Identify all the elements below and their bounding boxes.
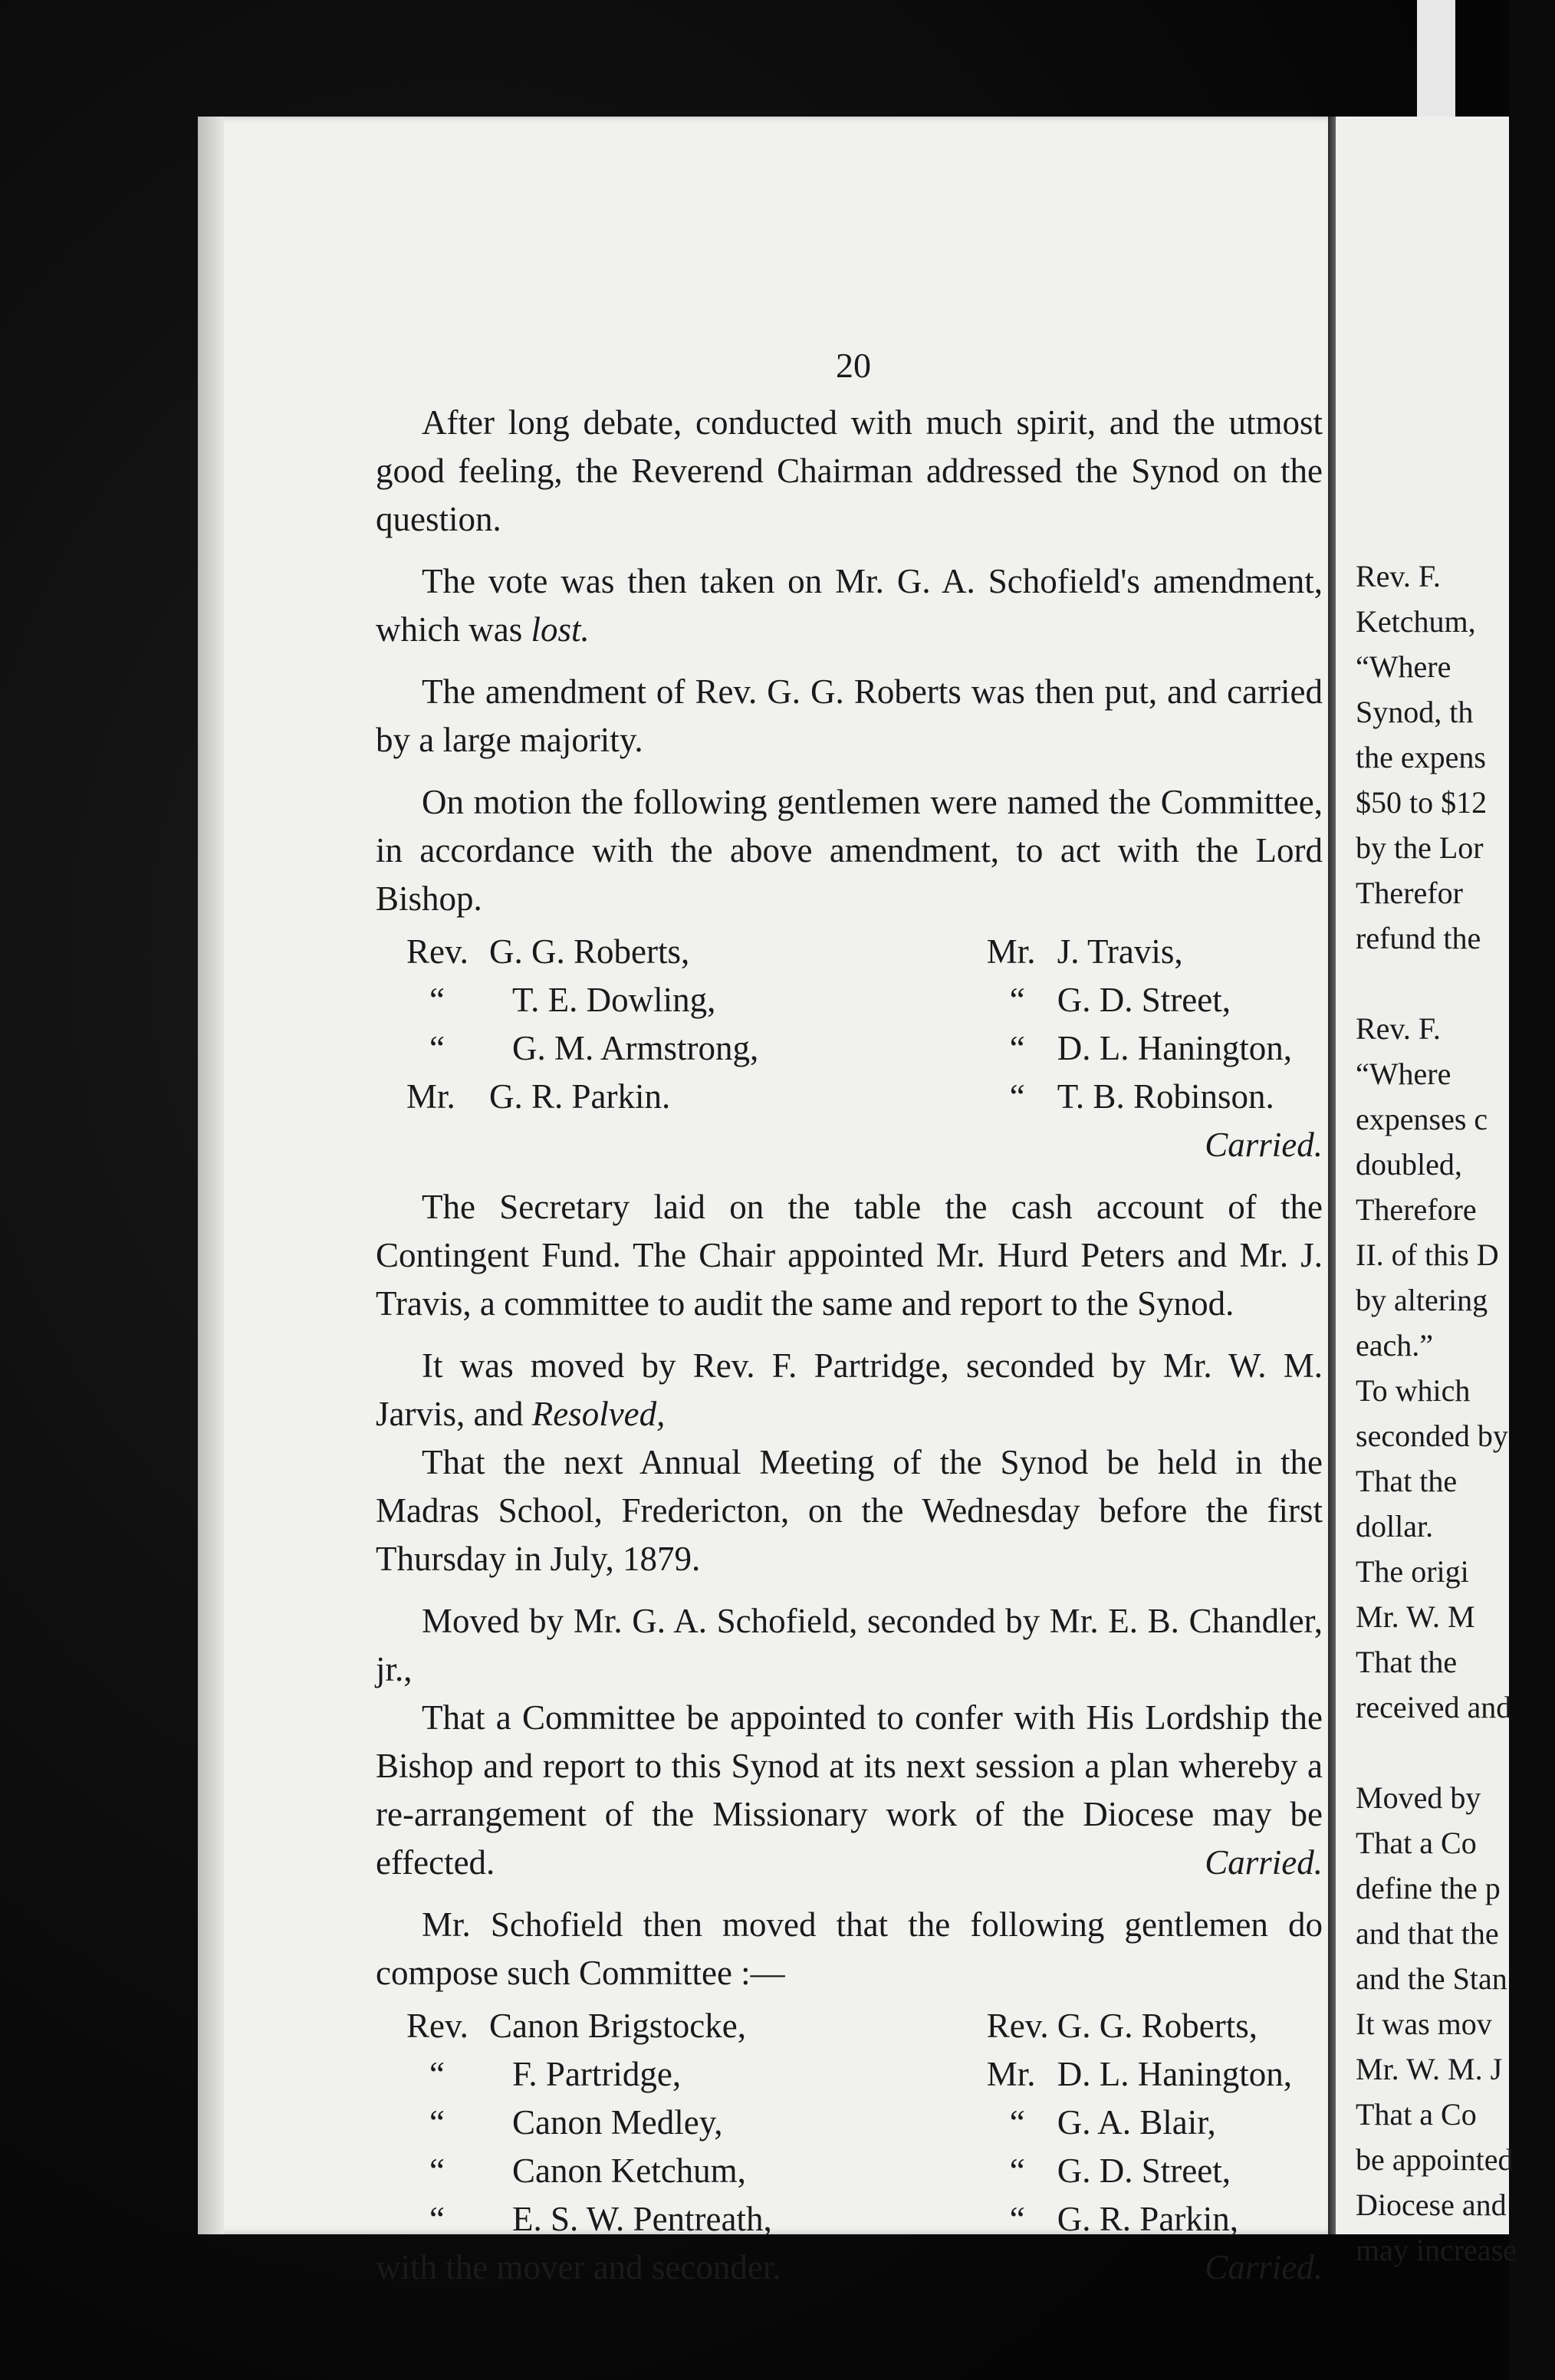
- committee-member: [987, 928, 1292, 976]
- member-name: G. G. Roberts,: [1057, 2007, 1258, 2045]
- ditto-mark: “: [1009, 2103, 1025, 2142]
- right-page-line: It was mov: [1356, 2007, 1492, 2041]
- member-prefix: Rev.: [406, 932, 468, 971]
- page-body: [376, 399, 1323, 2292]
- committee-1-right-column: [987, 928, 1323, 1121]
- page-number: 20: [836, 346, 871, 385]
- page-spine-shadow: [198, 117, 224, 2234]
- member-name: G. D. Street,: [1057, 981, 1231, 1019]
- committee-member: [987, 2147, 1292, 2195]
- right-page-line: doubled,: [1356, 1147, 1462, 1182]
- paragraph-debate: After long debate, conducted with much spirit, and the utmost good feeling, the Reverend Chairman addressed the Synod on the question.: [376, 403, 1323, 538]
- right-page-line: “Where: [1356, 649, 1451, 684]
- member-name: G. R. Parkin.: [489, 1077, 671, 1116]
- member-name: G. M. Armstrong,: [512, 1029, 759, 1067]
- right-page-line: $50 to $12: [1356, 785, 1488, 820]
- right-page-fragment: [1336, 117, 1517, 2267]
- right-page-line: define the p: [1356, 1871, 1501, 1905]
- right-page-line: The origi: [1356, 1554, 1469, 1589]
- committee-member: [406, 2195, 772, 2244]
- vote-text: The vote was then taken on Mr. G. A. Schofield's amendment, which was: [376, 562, 1323, 649]
- ditto-mark: “: [1009, 1029, 1025, 1067]
- paragraph-next-meeting: That the next Annual Meeting of the Synod be held in the Madras School, Fredericton, on the Wednesday before the first Thursday in July, 1879.: [376, 1443, 1323, 1578]
- right-page-line: may increase: [1356, 2233, 1517, 2267]
- committee-1-left-column: [376, 928, 758, 1121]
- member-prefix: Rev.: [986, 2007, 1049, 2045]
- member-name: G. A. Blair,: [1057, 2103, 1216, 2142]
- member-name: T. B. Robinson.: [1057, 1077, 1274, 1116]
- member-prefix: Rev.: [406, 2007, 468, 2045]
- committee-list-2: [376, 2002, 1323, 2244]
- carried-label: Carried.: [1205, 2248, 1323, 2286]
- right-page-line: Diocese and: [1356, 2188, 1507, 2222]
- closing-line: [376, 2244, 1323, 2292]
- right-page-line: [1356, 961, 1555, 1006]
- lost-word: lost.: [531, 610, 590, 649]
- paragraph-vote: [376, 557, 1323, 654]
- right-page-line: Moved by: [1356, 1780, 1481, 1815]
- member-name: D. L. Hanington,: [1057, 1029, 1292, 1067]
- ditto-mark: “: [429, 2152, 445, 2190]
- ditto-mark: “: [1009, 2152, 1025, 2190]
- right-page-line: received and: [1356, 1690, 1512, 1724]
- committee-member: [987, 2050, 1292, 2099]
- member-name: D. L. Hanington,: [1057, 2055, 1292, 2093]
- paragraph-moved-partridge: [376, 1342, 1323, 1438]
- paragraph-secretary: The Secretary laid on the table the cash account of the Contingent Fund. The Chair appointed Mr. Hurd Peters and Mr. J. Travis, a committee to audit the same and report to the Synod.: [376, 1188, 1323, 1323]
- committee-member: [406, 2002, 772, 2050]
- right-page-line: expenses c: [1356, 1102, 1488, 1136]
- member-name: G. G. Roberts,: [489, 932, 690, 971]
- committee-member: [406, 2099, 772, 2147]
- committee-member: [987, 1024, 1292, 1073]
- right-page-line: To which: [1356, 1373, 1471, 1408]
- right-page-line: Synod, th: [1356, 695, 1474, 729]
- resolved-word: Resolved,: [531, 1395, 666, 1433]
- closing-text: with the mover and seconder.: [376, 2248, 781, 2286]
- paragraph-motion: On motion the following gentlemen were named the Committee, in accordance with the above amendment, to act with the Lord Bishop.: [376, 783, 1323, 918]
- member-name: F. Partridge,: [512, 2055, 682, 2093]
- resolution-text: That a Committee be appointed to confer with His Lordship the Bishop and report to this Synod at its next session a plan whereby a re-arrangement of the Missionary work of the Diocese may be effected.: [376, 1698, 1323, 1882]
- committee-member: [987, 2195, 1292, 2244]
- right-page-line: the expens: [1356, 740, 1486, 774]
- member-name: J. Travis,: [1057, 932, 1183, 971]
- paragraph-moved-schofield: Moved by Mr. G. A. Schofield, seconded by Mr. E. B. Chandler, jr.,: [376, 1602, 1323, 1688]
- right-page-line: and the Stan: [1356, 1961, 1507, 1996]
- right-page-line: by altering: [1356, 1283, 1488, 1317]
- member-name: E. S. W. Pentreath,: [512, 2200, 772, 2238]
- committee-2-left-column: [376, 2002, 772, 2244]
- committee-member: [406, 1073, 758, 1121]
- right-page-line: by the Lor: [1356, 830, 1484, 865]
- member-name: Canon Brigstocke,: [489, 2007, 746, 2045]
- member-name: T. E. Dowling,: [512, 981, 716, 1019]
- right-page-line: Mr. W. M: [1356, 1599, 1475, 1634]
- right-page-line: be appointed: [1356, 2142, 1514, 2177]
- member-name: Canon Medley,: [512, 2103, 723, 2142]
- right-page-line: and that the: [1356, 1916, 1499, 1951]
- right-page-line: That the: [1356, 1464, 1458, 1498]
- carried-label: Carried.: [1205, 1843, 1323, 1882]
- paragraph-schofield-moved: Mr. Schofield then moved that the following gentlemen do compose such Committee :—: [376, 1905, 1323, 1992]
- right-page-line: dollar.: [1356, 1509, 1434, 1543]
- committee-member: [987, 2099, 1292, 2147]
- right-page-line: II. of this D: [1356, 1238, 1499, 1272]
- member-prefix: Mr.: [986, 932, 1036, 971]
- right-page-lines: [1356, 554, 1555, 2273]
- right-page-line: That a Co: [1356, 2097, 1477, 2132]
- member-prefix: Mr.: [406, 1077, 455, 1116]
- committee-member: [406, 1024, 758, 1073]
- committee-2-right-column: [987, 2002, 1323, 2244]
- right-page-line: refund the: [1356, 921, 1481, 955]
- committee-member: [406, 976, 758, 1024]
- committee-member: [406, 928, 758, 976]
- moved-text: It was moved by Rev. F. Partridge, seconded by Mr. W. M. Jarvis, and: [376, 1346, 1323, 1433]
- ditto-mark: “: [429, 981, 445, 1019]
- committee-member: [406, 2147, 772, 2195]
- right-page-line: Mr. W. M. J: [1356, 2052, 1503, 2086]
- right-page-line: That the: [1356, 1645, 1458, 1679]
- ditto-mark: “: [429, 1029, 445, 1067]
- member-name: G. D. Street,: [1057, 2152, 1231, 2190]
- committee-member: [987, 976, 1292, 1024]
- ditto-mark: “: [429, 2103, 445, 2142]
- paragraph-amendment: The amendment of Rev. G. G. Roberts was then put, and carried by a large majority.: [376, 672, 1323, 759]
- member-name: G. R. Parkin,: [1057, 2200, 1239, 2238]
- right-page-line: Therefor: [1356, 876, 1463, 910]
- committee-member: [406, 2050, 772, 2099]
- right-page-line: That a Co: [1356, 1826, 1477, 1860]
- ditto-mark: “: [429, 2200, 445, 2238]
- right-page-line: Therefore: [1356, 1192, 1477, 1227]
- carried-label: Carried.: [1205, 1126, 1323, 1164]
- ditto-mark: “: [429, 2055, 445, 2093]
- committee-member: [987, 1073, 1292, 1121]
- ditto-mark: “: [1009, 981, 1025, 1019]
- member-name: Canon Ketchum,: [512, 2152, 746, 2190]
- right-page-line: each.”: [1356, 1328, 1434, 1363]
- committee-member: [987, 2002, 1292, 2050]
- ditto-mark: “: [1009, 2200, 1025, 2238]
- member-prefix: Mr.: [986, 2055, 1036, 2093]
- paragraph-committee-resolution: [376, 1694, 1323, 1887]
- right-page-line: “Where: [1356, 1057, 1451, 1091]
- ditto-mark: “: [1009, 1077, 1025, 1116]
- right-page-line: Rev. F.: [1356, 559, 1441, 593]
- right-page-line: [1356, 1730, 1555, 1775]
- right-page-line: Ketchum,: [1356, 604, 1476, 639]
- right-page-line: Rev. F.: [1356, 1011, 1441, 1046]
- right-page-line: seconded by: [1356, 1418, 1508, 1453]
- committee-list-1: [376, 928, 1323, 1121]
